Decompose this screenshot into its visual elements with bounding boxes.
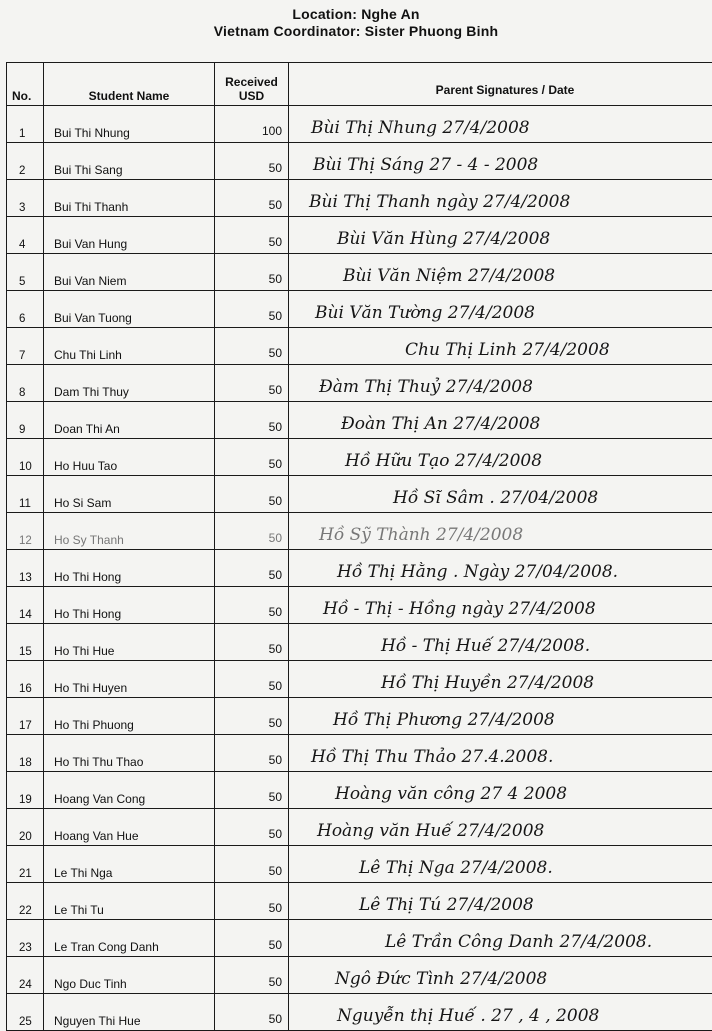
student-name: Ngo Duc Tinh (44, 957, 215, 994)
received-usd: 50 (215, 883, 289, 920)
received-usd: 50 (215, 698, 289, 735)
parent-signature: Hồ Hữu Tạo 27/4/2008 (345, 451, 542, 471)
table-row (7, 180, 712, 217)
parent-signature-cell (289, 106, 712, 143)
received-usd: 50 (215, 587, 289, 624)
received-usd: 50 (215, 291, 289, 328)
parent-signature-cell (289, 439, 712, 476)
table-row (7, 957, 712, 994)
student-name: Bui Thi Thanh (44, 180, 215, 217)
student-name: Doan Thi An (44, 402, 215, 439)
parent-signature-cell (289, 624, 712, 661)
parent-signature: Hồ Sỹ Thành 27/4/2008 (319, 525, 523, 545)
parent-signature: Hoàng văn công 27 4 2008 (335, 784, 567, 804)
row-number: 17 (7, 698, 44, 735)
parent-signature-cell (289, 587, 712, 624)
table-row (7, 217, 712, 254)
parent-signature-cell (289, 698, 712, 735)
parent-signature: Nguyễn thị Huế . 27 , 4 , 2008 (337, 1006, 599, 1026)
received-usd: 50 (215, 809, 289, 846)
parent-signature-cell (289, 661, 712, 698)
received-usd: 100 (215, 106, 289, 143)
table-row (7, 513, 712, 550)
received-usd: 50 (215, 328, 289, 365)
coordinator-line: Vietnam Coordinator: Sister Phuong Binh (0, 23, 712, 39)
parent-signature: Ngô Đức Tình 27/4/2008 (335, 969, 547, 989)
parent-signature-cell (289, 402, 712, 439)
parent-signature-cell (289, 328, 712, 365)
table-row (7, 809, 712, 846)
parent-signature: Bùi Văn Hùng 27/4/2008 (337, 229, 550, 249)
parent-signature-cell (289, 994, 712, 1031)
student-name: Ho Sy Thanh (44, 513, 215, 550)
student-name: Ho Thi Huyen (44, 661, 215, 698)
student-name: Le Tran Cong Danh (44, 920, 215, 957)
student-name: Hoang Van Cong (44, 772, 215, 809)
table-row (7, 476, 712, 513)
student-name: Ho Thi Hue (44, 624, 215, 661)
row-number: 7 (7, 328, 44, 365)
table-row (7, 883, 712, 920)
parent-signature-cell (289, 365, 712, 402)
received-usd: 50 (215, 402, 289, 439)
table-row (7, 698, 712, 735)
received-usd: 50 (215, 957, 289, 994)
row-number: 13 (7, 550, 44, 587)
student-name: Bui Thi Nhung (44, 106, 215, 143)
row-number: 10 (7, 439, 44, 476)
table-row (7, 846, 712, 883)
table-row (7, 106, 712, 143)
location-line: Location: Nghe An (0, 6, 712, 22)
row-number: 4 (7, 217, 44, 254)
table-row (7, 365, 712, 402)
student-name: Dam Thi Thuy (44, 365, 215, 402)
row-number: 5 (7, 254, 44, 291)
parent-signature-cell (289, 143, 712, 180)
table-row (7, 587, 712, 624)
column-header-signatures: Parent Signatures / Date (289, 63, 712, 106)
student-name: Ho Thi Hong (44, 550, 215, 587)
received-usd: 50 (215, 550, 289, 587)
student-name: Chu Thi Linh (44, 328, 215, 365)
parent-signature-cell (289, 809, 712, 846)
parent-signature-cell (289, 883, 712, 920)
parent-signature-cell (289, 846, 712, 883)
document-header (0, 0, 712, 54)
received-usd: 50 (215, 365, 289, 402)
parent-signature-cell (289, 735, 712, 772)
parent-signature-cell (289, 254, 712, 291)
row-number: 22 (7, 883, 44, 920)
parent-signature: Hồ Sĩ Sâm . 27/04/2008 (393, 488, 598, 508)
parent-signature-cell (289, 772, 712, 809)
parent-signature: Hồ Thị Phương 27/4/2008 (333, 710, 555, 730)
received-usd: 50 (215, 772, 289, 809)
parent-signature-cell (289, 920, 712, 957)
column-header-usd-label: USD (239, 89, 264, 103)
received-usd: 50 (215, 439, 289, 476)
parent-signature: Lê Thị Nga 27/4/2008. (359, 858, 553, 878)
row-number: 6 (7, 291, 44, 328)
column-header-received-usd (215, 63, 289, 106)
parent-signature: Bùi Văn Niệm 27/4/2008 (343, 266, 555, 286)
student-name: Ho Huu Tao (44, 439, 215, 476)
parent-signature: Chu Thị Linh 27/4/2008 (405, 340, 610, 360)
parent-signature-cell (289, 476, 712, 513)
parent-signature: Bùi Văn Tường 27/4/2008 (315, 303, 535, 323)
student-signature-table (6, 62, 712, 1031)
received-usd: 50 (215, 846, 289, 883)
table-row (7, 624, 712, 661)
parent-signature-cell (289, 957, 712, 994)
parent-signature: Lê Thị Tú 27/4/2008 (359, 895, 534, 915)
parent-signature: Bùi Thị Sáng 27 - 4 - 2008 (313, 155, 538, 175)
student-name: Hoang Van Hue (44, 809, 215, 846)
parent-signature-cell (289, 291, 712, 328)
received-usd: 50 (215, 143, 289, 180)
row-number: 9 (7, 402, 44, 439)
parent-signature: Bùi Thị Thanh ngày 27/4/2008 (309, 192, 570, 212)
parent-signature: Hồ - Thị Huế 27/4/2008. (381, 636, 590, 656)
student-name: Bui Thi Sang (44, 143, 215, 180)
student-name: Le Thi Tu (44, 883, 215, 920)
student-name: Ho Thi Hong (44, 587, 215, 624)
student-name: Nguyen Thi Hue (44, 994, 215, 1031)
parent-signature-cell (289, 513, 712, 550)
parent-signature: Hồ Thị Hằng . Ngày 27/04/2008. (337, 562, 618, 582)
row-number: 15 (7, 624, 44, 661)
student-name: Bui Van Hung (44, 217, 215, 254)
table-row (7, 143, 712, 180)
column-header-received-label: Received (225, 75, 278, 89)
row-number: 8 (7, 365, 44, 402)
column-header-no: No. (7, 63, 44, 106)
received-usd: 50 (215, 180, 289, 217)
parent-signature: Đàm Thị Thuỷ 27/4/2008 (319, 377, 533, 397)
table-header-row (7, 63, 712, 106)
received-usd: 50 (215, 217, 289, 254)
table-row (7, 291, 712, 328)
parent-signature: Hoàng văn Huế 27/4/2008 (317, 821, 544, 841)
row-number: 18 (7, 735, 44, 772)
parent-signature-cell (289, 180, 712, 217)
parent-signature: Hồ Thị Huyền 27/4/2008 (381, 673, 594, 693)
row-number: 16 (7, 661, 44, 698)
student-name: Ho Thi Thu Thao (44, 735, 215, 772)
table-row (7, 328, 712, 365)
row-number: 14 (7, 587, 44, 624)
table-row (7, 254, 712, 291)
student-name: Bui Van Niem (44, 254, 215, 291)
row-number: 2 (7, 143, 44, 180)
parent-signature: Hồ Thị Thu Thảo 27.4.2008. (311, 747, 553, 767)
row-number: 23 (7, 920, 44, 957)
received-usd: 50 (215, 624, 289, 661)
row-number: 11 (7, 476, 44, 513)
row-number: 3 (7, 180, 44, 217)
student-name: Le Thi Nga (44, 846, 215, 883)
student-name: Ho Si Sam (44, 476, 215, 513)
parent-signature: Bùi Thị Nhung 27/4/2008 (311, 118, 530, 138)
received-usd: 50 (215, 254, 289, 291)
row-number: 20 (7, 809, 44, 846)
parent-signature-cell (289, 217, 712, 254)
row-number: 21 (7, 846, 44, 883)
parent-signature: Hồ - Thị - Hồng ngày 27/4/2008 (323, 599, 596, 619)
received-usd: 50 (215, 994, 289, 1031)
student-name: Bui Van Tuong (44, 291, 215, 328)
row-number: 25 (7, 994, 44, 1031)
student-name: Ho Thi Phuong (44, 698, 215, 735)
table-row (7, 402, 712, 439)
row-number: 24 (7, 957, 44, 994)
row-number: 1 (7, 106, 44, 143)
table-row (7, 994, 712, 1031)
table-row (7, 920, 712, 957)
received-usd: 50 (215, 735, 289, 772)
parent-signature-cell (289, 550, 712, 587)
parent-signature: Lê Trần Công Danh 27/4/2008. (385, 932, 652, 952)
row-number: 19 (7, 772, 44, 809)
received-usd: 50 (215, 661, 289, 698)
received-usd: 50 (215, 513, 289, 550)
table-row (7, 439, 712, 476)
row-number: 12 (7, 513, 44, 550)
received-usd: 50 (215, 920, 289, 957)
table-row (7, 772, 712, 809)
received-usd: 50 (215, 476, 289, 513)
parent-signature: Đoàn Thị An 27/4/2008 (341, 414, 540, 434)
table-row (7, 661, 712, 698)
column-header-student-name: Student Name (44, 63, 215, 106)
table-row (7, 735, 712, 772)
table-row (7, 550, 712, 587)
